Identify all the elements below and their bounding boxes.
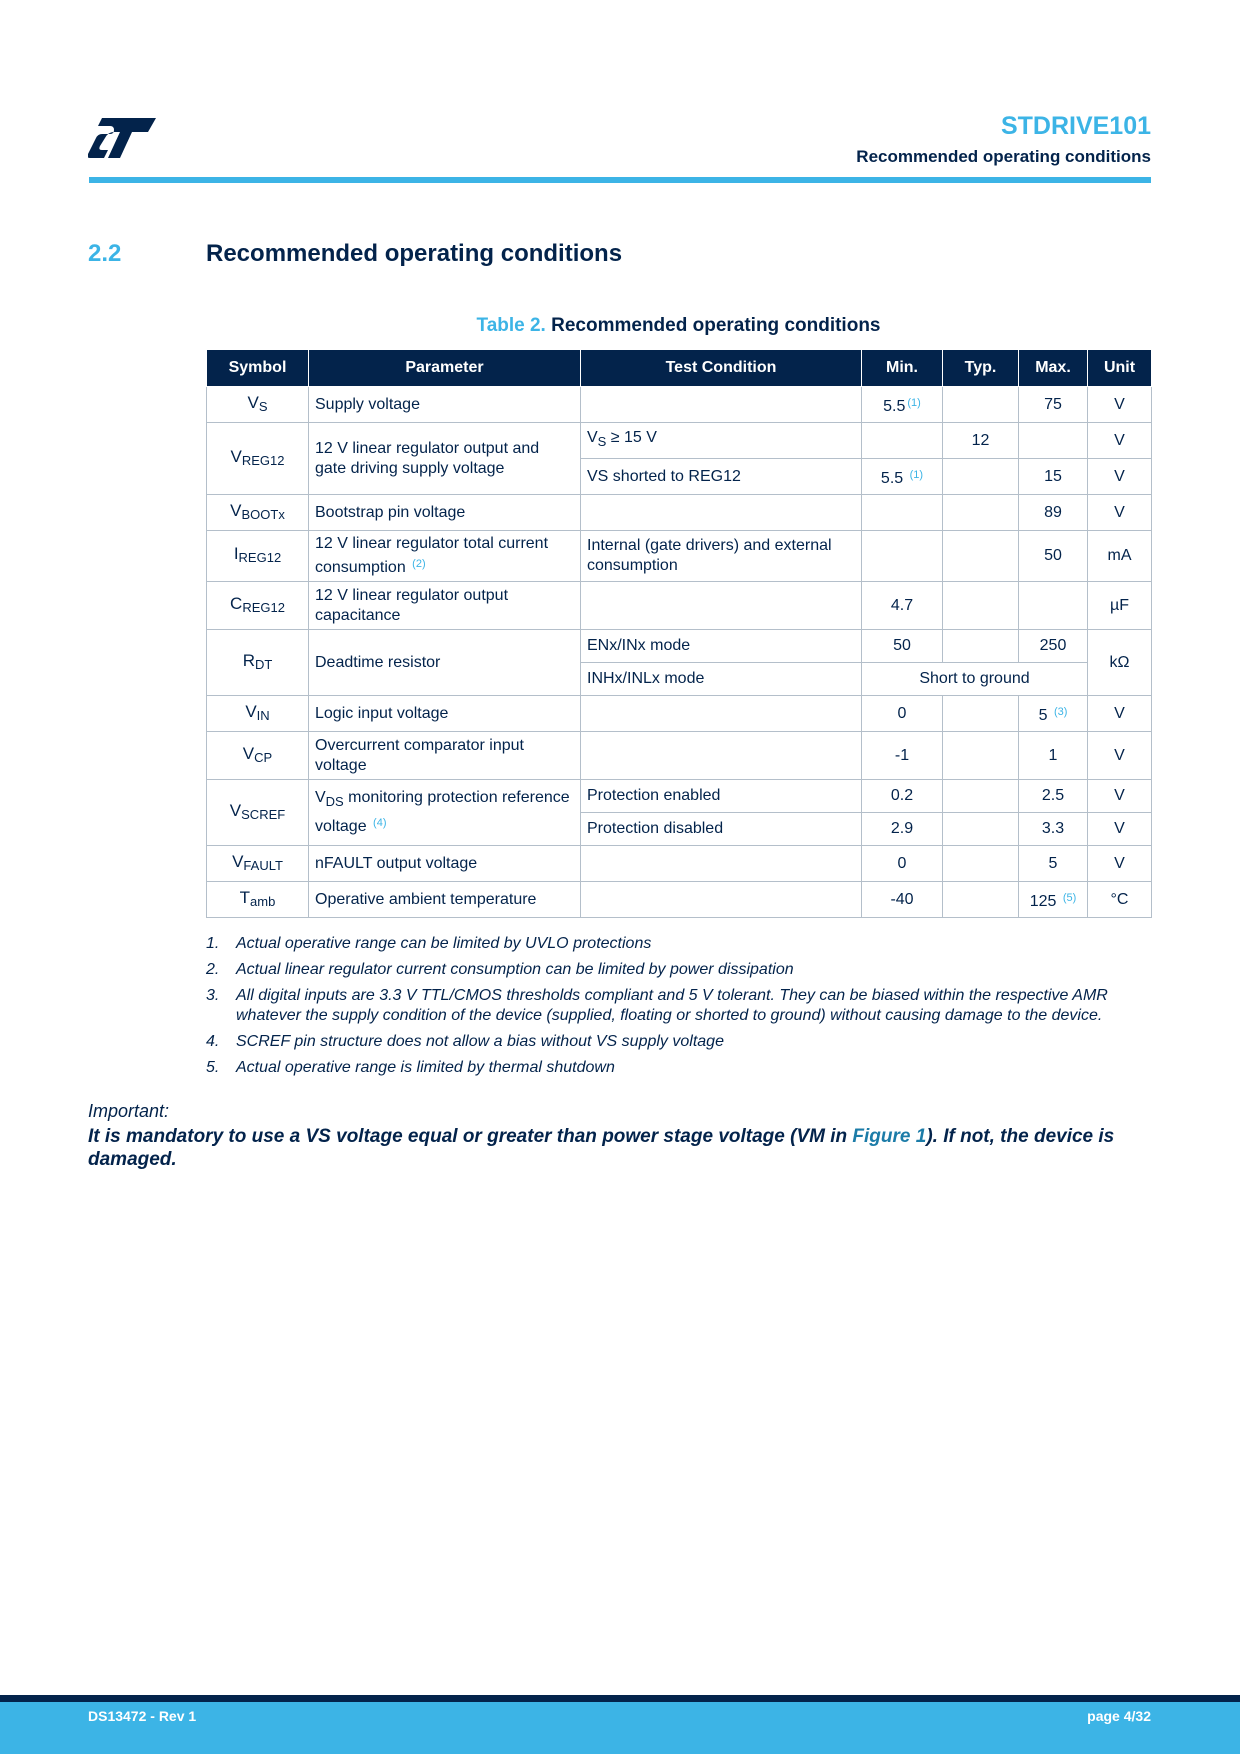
condition-cell (581, 882, 862, 918)
condition-cell: Internal (gate drivers) and external consumption (581, 531, 862, 582)
unit-cell: mA (1088, 531, 1152, 582)
max-cell (1019, 582, 1088, 630)
symbol-cell: $I_{REG12}$ (207, 531, 309, 582)
symbol-cell: $C_{REG12}$ (207, 582, 309, 630)
typ-cell (943, 459, 1019, 495)
typ-cell (943, 387, 1019, 423)
table-header-row (207, 350, 1152, 387)
parameter-cell: Operative ambient temperature (309, 882, 581, 918)
unit-cell: V (1088, 732, 1152, 780)
condition-cell: ENx/INx mode (581, 630, 862, 663)
condition-cell: $V_S \ge 15$ V (581, 423, 862, 459)
footnote: 1. Actual operative range can be limited by UVLO protections (206, 935, 652, 952)
typ-cell (943, 732, 1019, 780)
condition-cell (581, 495, 862, 531)
parameter-cell: Deadtime resistor (309, 630, 581, 696)
unit-cell: V (1088, 423, 1152, 459)
min-cell: 5.5 $^{(1)}$ (862, 387, 943, 423)
condition-cell: INHx/INLx mode (581, 663, 862, 696)
max-cell: 2.5 (1019, 780, 1088, 813)
footnote-ref: (2) (412, 558, 426, 570)
symbol-cell: $V_{REG12}$ (207, 423, 309, 495)
unit-cell: µF (1088, 582, 1152, 630)
max-cell: 89 (1019, 495, 1088, 531)
table-row (207, 780, 1152, 813)
condition-cell: VS shorted to REG12 (581, 459, 862, 495)
condition-cell (581, 387, 862, 423)
max-cell: 125 $^{(5)}$ (1019, 882, 1088, 918)
footnote-ref: (1) (909, 468, 924, 481)
col-min: Min. (862, 350, 943, 387)
footnote: 3. All digital inputs are 3.3 V TTL/CMOS thresholds compliant and 5 V tolerant. They can be biased within the respective AMR whatever the supply condition of the device (supplied, floating or shorted to ground) without causing damage to the device. (206, 987, 1108, 1024)
symbol-cell: $V_{FAULT}$ (207, 846, 309, 882)
symbol-cell: $V_{IN}$ (207, 696, 309, 732)
min-cell: 50 (862, 630, 943, 663)
footnote: 5. Actual operative range is limited by thermal shutdown (206, 1059, 615, 1076)
symbol-cell: $T_{amb}$ (207, 882, 309, 918)
max-cell: 75 (1019, 387, 1088, 423)
symbol-cell: $V_{SCREF}$ (207, 780, 309, 846)
min-cell (862, 531, 943, 582)
max-cell: 250 (1019, 630, 1088, 663)
parameter-cell: 12 V linear regulator output capacitance (309, 582, 581, 630)
important-label: Important: (88, 1101, 170, 1121)
table-row (207, 732, 1152, 780)
min-cell (862, 423, 943, 459)
unit-cell: °C (1088, 882, 1152, 918)
header-section-name: Recommended operating conditions (856, 147, 1151, 166)
col-max: Max. (1019, 350, 1088, 387)
min-cell: 5.5 $^{(1)}$ (862, 459, 943, 495)
important-text: It is mandatory to use a VS voltage equal or greater than power stage voltage (VM in Figure 1). If not, the device is damaged. (88, 1126, 1115, 1170)
min-cell: 0 (862, 846, 943, 882)
condition-cell (581, 582, 862, 630)
min-cell: 2.9 (862, 813, 943, 846)
col-unit: Unit (1088, 350, 1152, 387)
footnote-ref: (3) (1053, 705, 1068, 718)
parameter-cell: nFAULT output voltage (309, 846, 581, 882)
parameter-cell: Overcurrent comparator input voltage (309, 732, 581, 780)
condition-cell (581, 846, 862, 882)
product-name: STDRIVE101 (1000, 112, 1151, 140)
min-cell: 4.7 (862, 582, 943, 630)
table-row (207, 495, 1152, 531)
logo-text: ST (88, 118, 90, 119)
symbol-cell: $V_{CP}$ (207, 732, 309, 780)
max-cell: 15 (1019, 459, 1088, 495)
table-row (207, 387, 1152, 423)
table-row (207, 882, 1152, 918)
typ-cell (943, 846, 1019, 882)
typ-cell: 12 (943, 423, 1019, 459)
table-caption (206, 315, 1151, 337)
max-cell: 5 $^{(3)}$ (1019, 696, 1088, 732)
unit-cell: V (1088, 846, 1152, 882)
table-row (207, 531, 1152, 582)
parameter-cell: Logic input voltage (309, 696, 581, 732)
st-logo (88, 118, 156, 158)
footer-doc-id: DS13472 - Rev 1 (88, 1708, 197, 1724)
table-row (207, 846, 1152, 882)
condition-cell (581, 696, 862, 732)
col-typ: Typ. (943, 350, 1019, 387)
typ-cell (943, 780, 1019, 813)
symbol-cell: $V_{BOOTx}$ (207, 495, 309, 531)
table-row (207, 630, 1152, 663)
parameter-cell: Bootstrap pin voltage (309, 495, 581, 531)
footnote-ref: (5) (1062, 891, 1077, 904)
unit-cell: V (1088, 780, 1152, 813)
condition-cell (581, 732, 862, 780)
recommended-conditions-table (206, 349, 1152, 918)
section-number: 2.2 (88, 240, 122, 267)
typ-cell (943, 696, 1019, 732)
max-cell: 5 (1019, 846, 1088, 882)
section-title: Recommended operating conditions (206, 240, 623, 267)
footnote: 2. Actual linear regulator current consumption can be limited by power dissipation (206, 961, 794, 978)
footnote-ref: (4) (373, 816, 387, 829)
min-cell: 0.2 (862, 780, 943, 813)
condition-cell: Protection enabled (581, 780, 862, 813)
footer-rule (0, 1695, 1240, 1702)
max-cell: 1 (1019, 732, 1088, 780)
typ-cell (943, 630, 1019, 663)
unit-cell: V (1088, 696, 1152, 732)
parameter-cell: 12 V linear regulator total current consumption $^{(2)}$ (309, 531, 581, 582)
min-cell: 0 (862, 696, 943, 732)
parameter-cell: $V_{DS}$ monitoring protection reference voltage $^{(4)}$ (309, 780, 581, 846)
parameter-cell: Supply voltage (309, 387, 581, 423)
table-row (207, 582, 1152, 630)
merged-value-cell: Short to ground (862, 663, 1088, 696)
figure-1-link[interactable]: Figure 1 (852, 1126, 927, 1147)
unit-cell: V (1088, 459, 1152, 495)
unit-cell: V (1088, 495, 1152, 531)
unit-cell: kΩ (1088, 630, 1152, 696)
typ-cell (943, 582, 1019, 630)
footer-page-number: page 4/32 (1087, 1708, 1151, 1724)
col-symbol: Symbol (207, 350, 309, 387)
typ-cell (943, 882, 1019, 918)
parameter-cell: 12 V linear regulator output and gate driving supply voltage (309, 423, 581, 495)
min-cell: -1 (862, 732, 943, 780)
max-cell: 50 (1019, 531, 1088, 582)
header-rule (89, 177, 1151, 183)
unit-cell: V (1088, 813, 1152, 846)
table-caption-title: Recommended operating conditions (551, 315, 881, 336)
typ-cell (943, 813, 1019, 846)
table-row (207, 423, 1152, 459)
max-cell: 3.3 (1019, 813, 1088, 846)
table-caption-label: Table 2. (476, 315, 546, 336)
footnote: 4. SCREF pin structure does not allow a bias without VS supply voltage (206, 1033, 724, 1050)
min-cell: -40 (862, 882, 943, 918)
typ-cell (943, 531, 1019, 582)
symbol-cell: $V_S$ (207, 387, 309, 423)
table-footnotes (206, 934, 1151, 1084)
unit-cell: V (1088, 387, 1152, 423)
col-test-condition: Test Condition (581, 350, 862, 387)
typ-cell (943, 495, 1019, 531)
symbol-cell: $R_{DT}$ (207, 630, 309, 696)
min-cell (862, 495, 943, 531)
max-cell (1019, 423, 1088, 459)
col-parameter: Parameter (309, 350, 581, 387)
table-row (207, 696, 1152, 732)
condition-cell: Protection disabled (581, 813, 862, 846)
footnote-ref: (1) (907, 396, 921, 409)
